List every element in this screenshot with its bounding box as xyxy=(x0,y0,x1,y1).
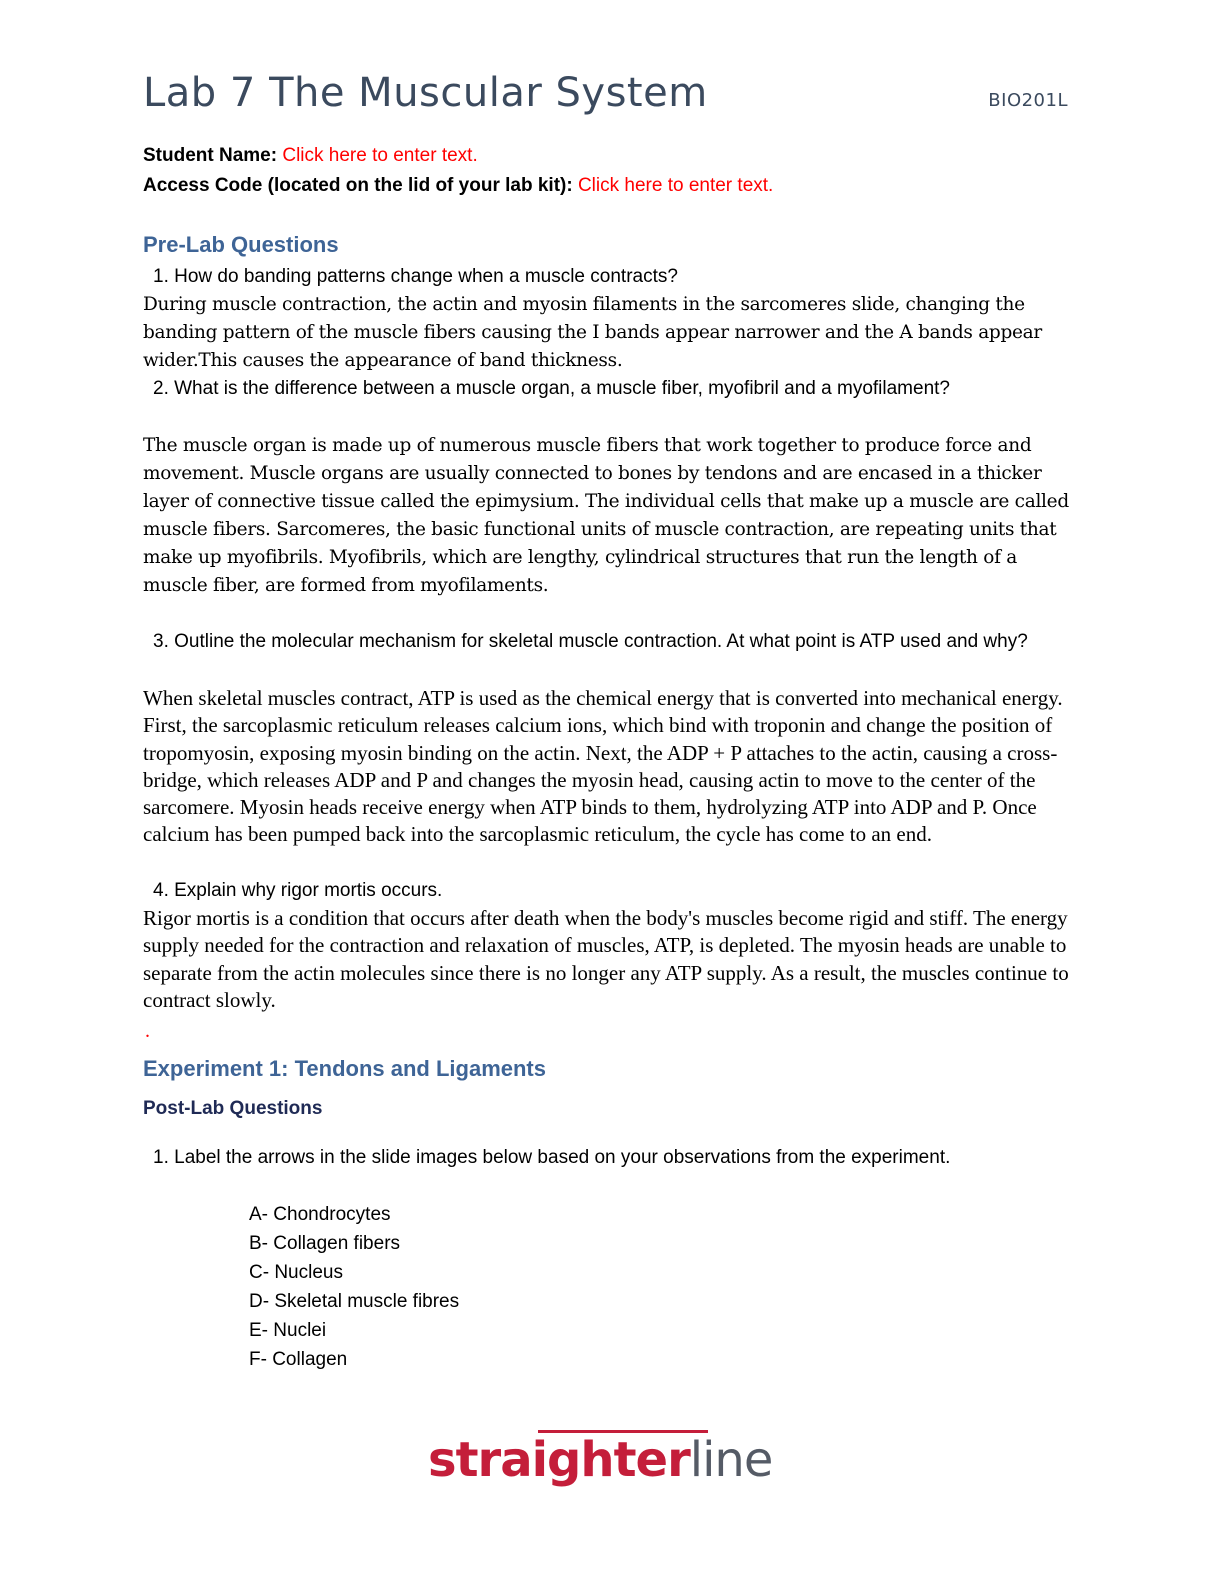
question-text: 4. Explain why rigor mortis occurs. xyxy=(153,880,443,901)
question-text: 1. Label the arrows in the slide images below based on your observations from the experiment. xyxy=(153,1147,951,1168)
prelab-question-3 xyxy=(143,627,1073,656)
prelab-answer-2: The muscle organ is made up of numerous muscle fibers that work together to produce force and movement. Muscle organs are usually connected to bones by tendons and are encased in a thicker layer of connective tissue called the epimysium. The individual cells that make up a muscle are called muscle fibers. Sarcomeres, the basic functional units of muscle contraction, are repeating units that make up myofibrils. Myofibrils, which are lengthy, cylindrical structures that run the length of a muscle fiber, are formed from myofilaments. xyxy=(143,435,1069,596)
postlab-heading: Post-Lab Questions xyxy=(143,1098,323,1119)
question-text: 1. How do banding patterns change when a muscle contracts? xyxy=(153,266,678,287)
arrow-labels-list xyxy=(249,1200,459,1374)
label-item: A- Chondrocytes xyxy=(249,1204,391,1225)
prelab-question-4 xyxy=(143,876,1073,905)
label-item: D- Skeletal muscle fibres xyxy=(249,1291,460,1312)
prelab-heading: Pre-Lab Questions xyxy=(143,232,339,257)
experiment1-heading: Experiment 1: Tendons and Ligaments xyxy=(143,1056,546,1081)
question-text: 3. Outline the molecular mechanism for skeletal muscle contraction. At what point is ATP used and why? xyxy=(153,631,1028,652)
access-code-row xyxy=(143,175,773,197)
prelab-answer-3: When skeletal muscles contract, ATP is used as the chemical energy that is converted into mechanical energy. First, the sarcoplasmic reticulum releases calcium ions, which bind with troponin and change the position of tropomyosin, exposing myosin binding on the actin. Next, the ADP + P attaches to the actin, causing a cross-bridge, which releases ADP and P and changes the myosin head, causing actin to move to the center of the sarcomere. Myosin heads receive energy when ATP binds to them, hydrolyzing ATP into ADP and P. Once calcium has been pumped back into the sarcoplasmic reticulum, the cycle has come to an end. xyxy=(143,686,1063,847)
red-dot-marker: . xyxy=(145,1020,150,1042)
access-code-field[interactable]: Click here to enter text. xyxy=(577,175,774,196)
label-item: F- Collagen xyxy=(249,1349,348,1370)
label-item: B- Collagen fibers xyxy=(249,1233,401,1254)
logo-part-1: straighter xyxy=(428,1432,690,1488)
straighterline-logo xyxy=(428,1428,788,1494)
logo-part-2: line xyxy=(689,1432,773,1488)
postlab-question-1 xyxy=(143,1143,1073,1172)
question-text: 2. What is the difference between a muscle organ, a muscle fiber, myofibril and a myofilament? xyxy=(153,378,950,399)
label-item: C- Nucleus xyxy=(249,1262,343,1283)
student-name-label: Student Name: xyxy=(143,145,278,166)
logo-wordmark xyxy=(428,1432,772,1488)
prelab-answer-4: Rigor mortis is a condition that occurs after death when the body's muscles become rigid and stiff. The energy supply needed for the contraction and relaxation of muscles, ATP, is depleted. The myosin heads are unable to separate from the actin molecules since there is no longer any ATP supply. As a result, the muscles continue to contract slowly. xyxy=(143,906,1069,1012)
student-name-field[interactable]: Click here to enter text. xyxy=(282,145,478,166)
prelab-question-1 xyxy=(143,262,1073,291)
prelab-question-2 xyxy=(143,374,1073,403)
course-code: BIO201L xyxy=(988,90,1068,111)
access-code-label: Access Code (located on the lid of your lab kit): xyxy=(143,175,573,196)
student-name-row xyxy=(143,145,478,167)
prelab-answer-1: During muscle contraction, the actin and myosin filaments in the sarcomeres slide, changing the banding pattern of the muscle fibers causing the I bands appear narrower and the A bands appear wider.This causes the appearance of band thickness. xyxy=(143,294,1042,371)
label-item: E- Nuclei xyxy=(249,1320,327,1341)
page-title: Lab 7 The Muscular System xyxy=(143,70,708,116)
